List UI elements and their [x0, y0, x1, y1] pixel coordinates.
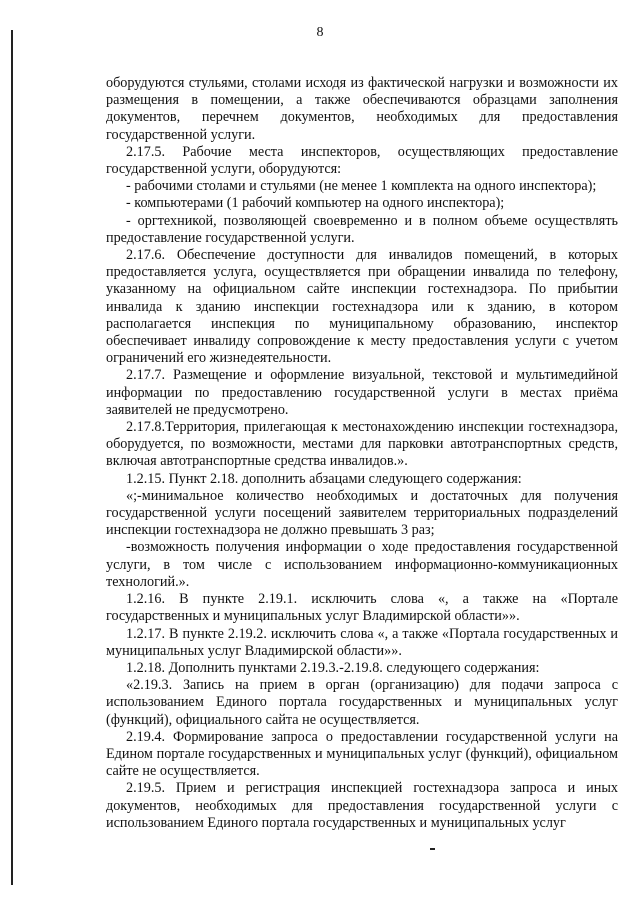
paragraph: 2.17.6. Обеспечение доступности для инвалидов помещений, в которых предоставляется услуга, осуществляется при обращении инвалида по телефону, указанному на официальном сайте инспекции гостехнадзора. По прибытии инвалида к зданию инспекции гостехнадзора или к зданию, в котором располагается инспекция по муниципальному образованию, инспектор обеспечивает инвалиду сопровождение к месту предоставления услуги с учетом ограничений его жизнедеятельности.: [106, 247, 618, 367]
paragraph: 2.19.4. Формирование запроса о предоставлении государственной услуги на Едином портале государственных и муниципальных услуг (функций), официальном сайте не осуществляется.: [106, 728, 618, 780]
paragraph: 2.17.7. Размещение и оформление визуальной, текстовой и мультимедийной информации по предоставлению государственной услуги в местах приёма заявителей не предусмотрено.: [106, 367, 618, 418]
page-number: 8: [316, 25, 324, 40]
paragraph: 2.17.8.Территория, прилегающая к местонахождению инспекции гостехнадзора, оборудуется, по возможности, местами для парковки автотранспортных средств, включая автотранспортные средства инвалидов.».: [106, 419, 618, 470]
list-item: - оргтехникой, позволяющей своевременно и в полном объеме осуществлять предоставление государственной услуги.: [106, 212, 618, 246]
paragraph: 1.2.17. В пункте 2.19.2. исключить слова «, а также «Портала государственных и муниципальных услуг Владимирской области»».: [106, 625, 618, 659]
paragraph: оборудуются стульями, столами исходя из фактической нагрузки и возможности их размещения в помещении, а также обеспечиваются образцами заполнения документов, перечнем документов, необходимых для предоставления государственной услуги.: [106, 75, 618, 143]
paragraph: «;-минимальное количество необходимых и достаточных для получения государственной услуги посещений заявителем территориальных подразделений инспекции гостехнадзора не должно превышать 3 раз;: [106, 487, 618, 539]
page-edge-line: [11, 30, 13, 885]
paragraph: «2.19.3. Запись на прием в орган (организацию) для подачи запроса с использованием Единого портала государственных и муниципальных услуг (функций), официального сайта не осуществляется.: [106, 677, 618, 728]
paragraph: 2.17.5. Рабочие места инспекторов, осуществляющих предоставление государственной услуги, оборудуются:: [106, 143, 618, 178]
paragraph: 1.2.16. В пункте 2.19.1. исключить слова «, а также на «Портале государственных и муниципальных услуг Владимирской области»».: [106, 591, 618, 625]
document-body: [106, 75, 618, 832]
paragraph: 1.2.15. Пункт 2.18. дополнить абзацами следующего содержания:: [126, 470, 522, 487]
paragraph: 1.2.18. Дополнить пунктами 2.19.3.-2.19.8. следующего содержания:: [126, 659, 540, 676]
paragraph: 2.19.5. Прием и регистрация инспекцией гостехнадзора запроса и иных документов, необходимых для предоставления государственной услуги с использованием Единого портала государственных и муниципальных услуг: [106, 780, 618, 831]
scan-mark: [430, 848, 435, 850]
paragraph: -возможность получения информации о ходе предоставления государственной услуги, в том числе с использованием информационно-коммуникационных технологий.».: [106, 539, 618, 590]
list-item: - компьютерами (1 рабочий компьютер на одного инспектора);: [126, 195, 505, 212]
list-item: - рабочими столами и стульями (не менее 1 комплекта на одного инспектора);: [126, 178, 597, 195]
